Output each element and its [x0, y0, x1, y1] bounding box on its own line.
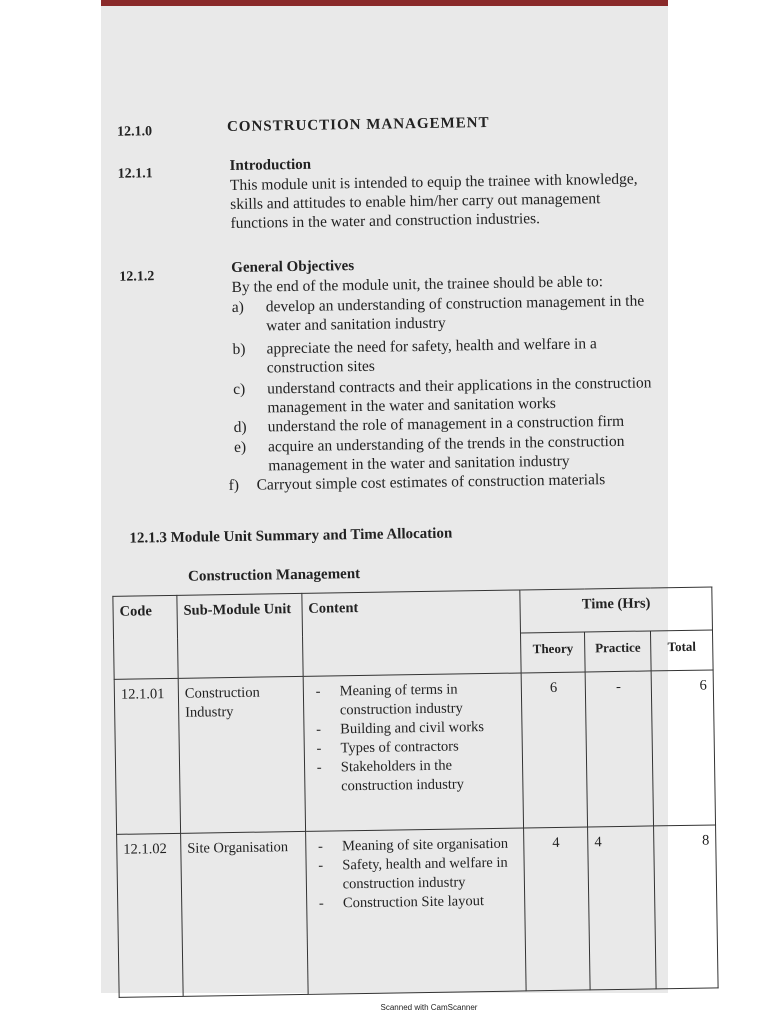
content-item: - Building and civil works [310, 718, 516, 740]
objective-text [266, 334, 597, 377]
objective-letter: f) [228, 476, 240, 495]
table-caption: Construction Management [187, 566, 361, 585]
objectives-intro: By the end of the module unit, the trainee should be able to: [231, 273, 604, 296]
content-item: - Types of contractors [310, 737, 516, 759]
objective-line: construction sites [266, 357, 375, 377]
objective-letter: c) [233, 380, 246, 398]
introduction-line: skills and attitudes to enable him/her carry out management [230, 190, 601, 213]
objective-text [268, 432, 625, 476]
header-theory: Theory [521, 632, 586, 673]
header-submodule: Sub-Module Unit [177, 593, 303, 678]
footer-text: Scanned with CamScanner [380, 1003, 478, 1012]
row-code: 12.1.01 [114, 678, 180, 834]
row-theory: 4 [524, 827, 590, 991]
content-item: - Meaning of site organisation [312, 835, 518, 857]
objective-letter: d) [233, 418, 247, 436]
page-content [101, 0, 757, 993]
row-total: 8 [654, 825, 718, 989]
row-total: 6 [651, 670, 715, 826]
row-practice: 4 [588, 826, 656, 990]
content-item: - Construction Site layout [313, 892, 519, 914]
row-content [303, 673, 524, 831]
time-allocation-table [112, 586, 718, 997]
objective-text [256, 470, 605, 494]
row-content [305, 828, 526, 994]
objective-line: appreciate the need for safety, health and welfare in a [266, 335, 597, 358]
section-number-12-1-2: 12.1.2 [119, 269, 155, 285]
objective-line: management in the water and sanitation works [267, 394, 556, 417]
objective-line: management in the water and sanitation industry [268, 452, 570, 475]
section-number-12-1-1: 12.1.1 [117, 166, 153, 182]
introduction-heading: Introduction [229, 156, 312, 174]
objective-letter: a) [231, 298, 245, 316]
objective-text [266, 292, 645, 336]
header-total: Total [651, 630, 714, 671]
objective-line: Carryout simple cost estimates of construction materials [256, 471, 606, 494]
objective-line: understand the role of management in a construction firm [267, 412, 625, 436]
row-unit: Site Organisation [181, 831, 308, 996]
introduction-text [230, 170, 639, 233]
objective-letter: e) [233, 438, 247, 456]
content-item: - Stakeholders in the construction industry [311, 756, 517, 797]
header-time: Time (Hrs) [520, 587, 712, 633]
row-practice: - [585, 671, 653, 827]
header-code: Code [113, 595, 178, 679]
content-item: - Safety, health and welfare in construction industry [312, 854, 518, 895]
scanned-page [101, 0, 710, 993]
header-practice: Practice [585, 631, 652, 672]
row-unit: Construction Industry [178, 676, 305, 833]
introduction-line: functions in the water and construction industries. [230, 210, 541, 232]
content-item: - Meaning of terms in construction industry [310, 680, 516, 721]
objective-text [267, 373, 652, 417]
objective-line: acquire an understanding of the trends in the construction [267, 432, 625, 456]
summary-heading: 12.1.3 Module Unit Summary and Time Allocation [129, 525, 453, 547]
objective-line: water and sanitation industry [266, 314, 446, 335]
scanner-footer [0, 1003, 768, 1012]
header-content: Content [302, 590, 522, 676]
row-code: 12.1.02 [117, 833, 184, 997]
objective-letter: b) [232, 340, 246, 358]
table-row [117, 825, 718, 997]
table-row [114, 670, 715, 834]
introduction-line: This module unit is intended to equip the trainee with knowledge, [229, 170, 638, 194]
module-title: CONSTRUCTION MANAGEMENT [226, 114, 490, 136]
objective-line: develop an understanding of construction management in the [265, 292, 645, 316]
row-theory: 6 [521, 672, 587, 828]
general-objectives-heading: General Objectives [231, 258, 355, 276]
section-number-12-1-0: 12.1.0 [116, 124, 153, 140]
objective-line: understand contracts and their applications in the construction [266, 374, 652, 398]
